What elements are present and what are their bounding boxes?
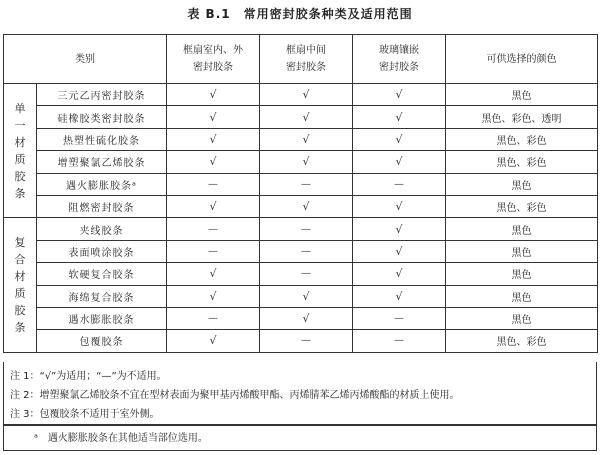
cell-frame-middle: — xyxy=(260,240,353,262)
cell-colors: 黑色 xyxy=(446,173,598,195)
strip-name: 夹线胶条 xyxy=(37,218,167,240)
cell-frame-inner-outer: √ xyxy=(167,195,260,217)
header-frame-inner-outer: 框扇室内、外 密封胶条 xyxy=(167,35,260,84)
strip-name: 三元乙丙密封胶条 xyxy=(37,84,167,106)
table-row xyxy=(4,285,598,307)
cell-frame-inner-outer: √ xyxy=(167,84,260,106)
header-frame-middle: 框扇中间 密封胶条 xyxy=(260,35,353,84)
cell-glass-glazing: √ xyxy=(353,263,446,285)
group-label-char: 合 xyxy=(14,253,26,267)
note-3: 注 3：包覆胶条不适用于室外侧。 xyxy=(10,409,160,420)
cell-glass-glazing: — xyxy=(353,330,446,352)
cell-frame-middle: — xyxy=(260,330,353,352)
cell-glass-glazing: √ xyxy=(353,240,446,262)
cell-frame-inner-outer: — xyxy=(167,240,260,262)
group-label xyxy=(4,218,37,352)
cell-colors: 黑色、彩色 xyxy=(446,330,598,352)
notes-box xyxy=(3,362,597,425)
cell-colors: 黑色 xyxy=(446,285,598,307)
cell-glass-glazing: √ xyxy=(353,84,446,106)
table-row xyxy=(4,173,598,195)
group-label xyxy=(4,84,37,218)
footnote: ᵃ 遇火膨胀胶条在其他适当部位选用。 xyxy=(3,425,597,451)
cell-colors: 黑色 xyxy=(446,263,598,285)
strip-name: 硅橡胶类密封胶条 xyxy=(37,106,167,128)
cell-frame-middle: √ xyxy=(260,285,353,307)
cell-frame-inner-outer: — xyxy=(167,307,260,329)
sealing-strip-table xyxy=(3,34,598,353)
note-2: 注 2：增塑聚氯乙烯胶条不宜在型材表面为聚甲基丙烯酸甲酯、丙烯腈苯乙烯丙烯酸酯的材质上使用。 xyxy=(10,390,460,401)
cell-frame-middle: √ xyxy=(260,128,353,150)
cell-frame-middle: √ xyxy=(260,151,353,173)
cell-frame-middle: √ xyxy=(260,195,353,217)
group-label-char: 复 xyxy=(14,236,26,250)
group-label-char: 条 xyxy=(14,186,26,200)
cell-glass-glazing: — xyxy=(353,307,446,329)
note-1: 注 1：“√”为适用；“—”为不适用。 xyxy=(10,371,167,382)
group-label-char: 质 xyxy=(14,287,26,301)
table-row xyxy=(4,330,598,352)
cell-colors: 黑色、彩色 xyxy=(446,151,598,173)
header-category: 类别 xyxy=(4,35,167,84)
cell-frame-middle: √ xyxy=(260,106,353,128)
cell-frame-inner-outer: √ xyxy=(167,285,260,307)
table-row xyxy=(4,263,598,285)
strip-name: 遇火膨胀胶条ᵃ xyxy=(37,173,167,195)
table-row xyxy=(4,84,598,106)
cell-frame-inner-outer: — xyxy=(167,218,260,240)
header-glass-glazing: 玻璃镶嵌 密封胶条 xyxy=(353,35,446,84)
cell-frame-inner-outer: √ xyxy=(167,106,260,128)
cell-colors: 黑色、彩色、透明 xyxy=(446,106,598,128)
cell-frame-middle: — xyxy=(260,173,353,195)
cell-glass-glazing: — xyxy=(353,173,446,195)
group-label-char: 材 xyxy=(14,270,26,284)
strip-name: 表面喷涂胶条 xyxy=(37,240,167,262)
strip-name: 热塑性硫化胶条 xyxy=(37,128,167,150)
cell-frame-inner-outer: √ xyxy=(167,330,260,352)
cell-frame-middle: √ xyxy=(260,84,353,106)
strip-name: 增塑聚氯乙烯胶条 xyxy=(37,151,167,173)
cell-colors: 黑色 xyxy=(446,307,598,329)
table-row xyxy=(4,218,598,240)
table-row xyxy=(4,106,598,128)
group-label-char: 胶 xyxy=(14,304,26,318)
cell-glass-glazing: √ xyxy=(353,218,446,240)
cell-frame-inner-outer: √ xyxy=(167,128,260,150)
cell-frame-middle: — xyxy=(260,263,353,285)
table-row xyxy=(4,307,598,329)
cell-frame-inner-outer: √ xyxy=(167,263,260,285)
cell-colors: 黑色、彩色 xyxy=(446,195,598,217)
table-row xyxy=(4,195,598,217)
group-label-char: 质 xyxy=(14,152,26,166)
group-label-char: 单 xyxy=(14,101,26,115)
group-label-char: 胶 xyxy=(14,169,26,183)
cell-frame-middle: — xyxy=(260,218,353,240)
group-label-char: 材 xyxy=(14,135,26,149)
cell-frame-middle: √ xyxy=(260,307,353,329)
strip-name: 软硬复合胶条 xyxy=(37,263,167,285)
group-label-char: 条 xyxy=(14,321,26,335)
cell-glass-glazing: √ xyxy=(353,195,446,217)
table-row xyxy=(4,240,598,262)
strip-name: 包覆胶条 xyxy=(37,330,167,352)
table-row xyxy=(4,151,598,173)
cell-glass-glazing: √ xyxy=(353,285,446,307)
cell-colors: 黑色 xyxy=(446,218,598,240)
table-title: 表 B.1 常用密封胶条种类及适用范围 xyxy=(187,7,413,21)
table-row xyxy=(4,128,598,150)
cell-frame-inner-outer: — xyxy=(167,173,260,195)
strip-name: 海绵复合胶条 xyxy=(37,285,167,307)
cell-glass-glazing: √ xyxy=(353,151,446,173)
header-row xyxy=(4,35,598,84)
cell-colors: 黑色 xyxy=(446,84,598,106)
cell-colors: 黑色、彩色 xyxy=(446,128,598,150)
group-label-char: 一 xyxy=(14,118,26,132)
cell-glass-glazing: √ xyxy=(353,106,446,128)
cell-colors: 黑色 xyxy=(446,240,598,262)
strip-name: 遇水膨胀胶条 xyxy=(37,307,167,329)
header-colors: 可供选择的颜色 xyxy=(446,35,598,84)
strip-name: 阻燃密封胶条 xyxy=(37,195,167,217)
cell-frame-inner-outer: √ xyxy=(167,151,260,173)
cell-glass-glazing: √ xyxy=(353,128,446,150)
